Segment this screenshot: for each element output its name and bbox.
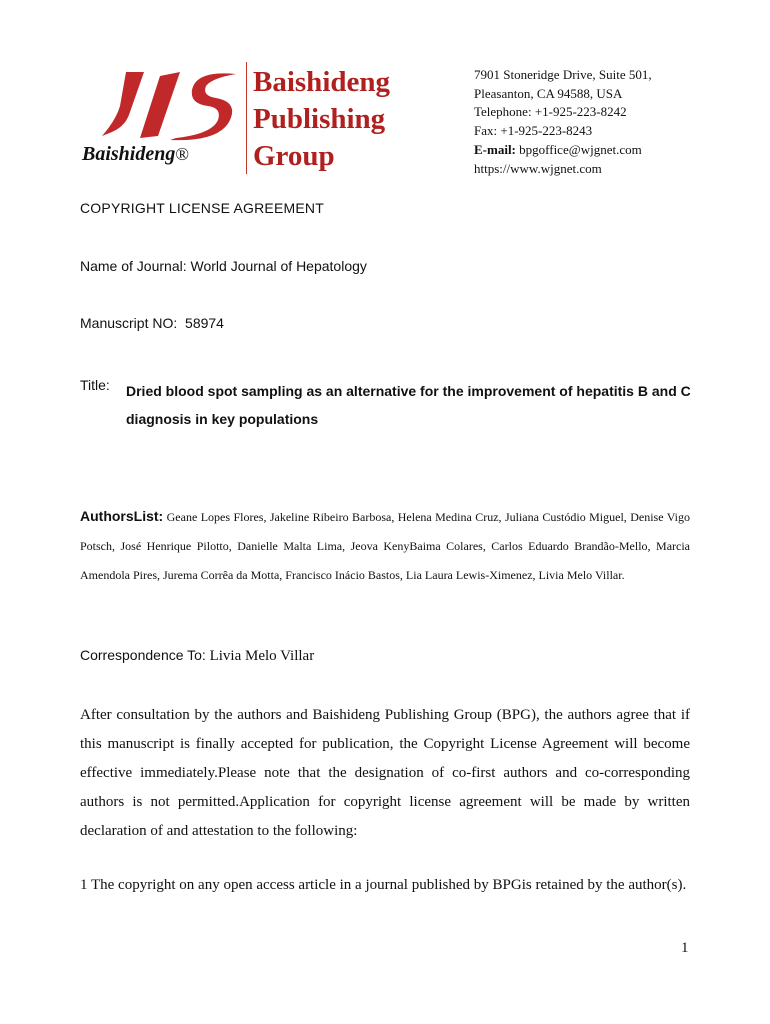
address-line: 7901 Stoneridge Drive, Suite 501, — [474, 67, 652, 82]
title-label: Title: — [80, 377, 110, 393]
manuscript-title: Dried blood spot sampling as an alternative for the improvement of hepatitis B and C diagnosis in key populations — [126, 383, 691, 427]
address-line: Pleasanton, CA 94588, USA — [474, 85, 623, 101]
publisher-title-line: Baishideng — [253, 66, 390, 98]
publisher-address — [474, 66, 652, 178]
agreement-heading: COPYRIGHT LICENSE AGREEMENT — [80, 200, 324, 216]
brand-name: Baishideng® — [82, 143, 190, 165]
copyright-clause: 1 The copyright on any open access article in a journal published by BPGis retained by the author(s). — [80, 877, 687, 893]
fax: Fax: +1-925-223-8243 — [474, 123, 593, 139]
logo-divider — [246, 62, 247, 174]
email-label: E-mail: — [474, 141, 516, 157]
publisher-title — [253, 64, 390, 175]
journal-label: Name of Journal: — [80, 258, 187, 274]
email-address[interactable]: bpgoffice@wjgnet.com — [519, 141, 642, 157]
authors-label: AuthorsList: — [80, 508, 164, 524]
correspondence-line — [80, 647, 314, 665]
agreement-paragraph: After consultation by the authors and Baishideng Publishing Group (BPG), the authors agree that if this manuscript is finally accepted for publication, the Copyright License Agreement will become effective immediately.Please note that the designation of co-first authors and co-corresponding authors is not permitted.Application for copyright license agreement will be made by written declaration of and attestation to the following: — [80, 707, 690, 839]
authors-list — [80, 502, 690, 590]
publisher-title-line: Publishing — [253, 103, 386, 135]
correspondence-name: Livia Melo Villar — [209, 648, 315, 664]
manuscript-number: 58974 — [185, 315, 224, 331]
publisher-title-line: Group — [253, 140, 335, 172]
journal-line — [80, 258, 367, 274]
page-number: 1 — [681, 940, 689, 956]
baishideng-logo-icon — [100, 70, 240, 142]
telephone: Telephone: +1-925-223-8242 — [474, 104, 627, 120]
manuscript-line — [80, 315, 224, 331]
correspondence-label: Correspondence To: — [80, 647, 206, 663]
manuscript-label: Manuscript NO: — [80, 315, 178, 331]
registered-mark: ® — [175, 144, 190, 164]
website-link[interactable]: https://www.wjgnet.com — [474, 160, 602, 176]
email-line — [474, 141, 652, 160]
authors-names: Geane Lopes Flores, Jakeline Ribeiro Barbosa, Helena Medina Cruz, Juliana Custódio Miguel, Denise Vigo Potsch, José Henrique Pilotto, Danielle Malta Lima, Jeova KenyBaima Colares, Carlos Eduardo Brandão-Mello, Marcia Amendola Pires, Jurema Corrêa da Motta, Francisco Inácio Bastos, Lia Laura Lewis-Ximenez, Livia Melo Villar. — [80, 510, 690, 582]
journal-name: World Journal of Hepatology — [190, 258, 367, 274]
